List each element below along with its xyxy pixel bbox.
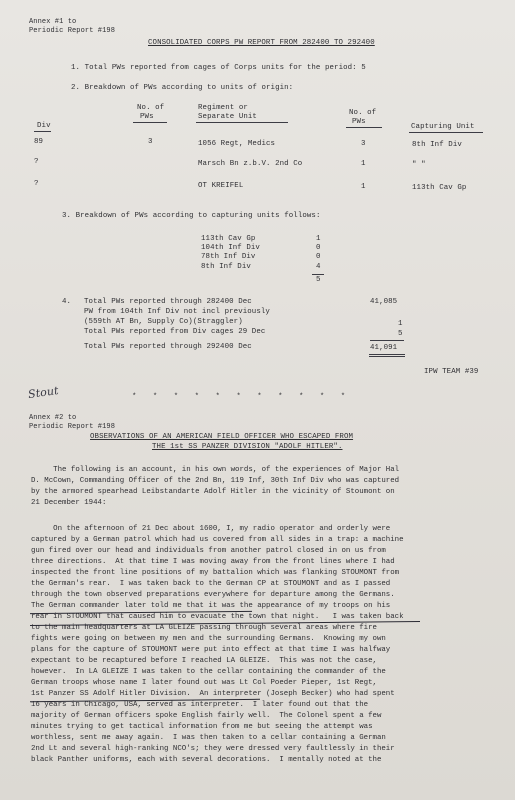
row-count: 1 <box>361 160 366 168</box>
totals-label: (559th AT Bn, Supply Co)(Straggler) <box>84 318 243 326</box>
breakdown-unit: 104th Inf Div <box>201 244 260 252</box>
header-no-pws2-2: PWs <box>352 118 366 126</box>
annex1-label: Annex #1 to <box>29 18 77 26</box>
body-line: gun fired over our head and individuals from another patrol closed in on us from <box>31 547 386 555</box>
regiment-underline <box>196 122 288 123</box>
totals-label: PW from 104th Inf Div not incl previously <box>84 308 270 316</box>
annex2-title-line1: OBSERVATIONS OF AN AMERICAN FIELD OFFICER WHO ESCAPED FROM <box>90 433 354 441</box>
item-2: 2. Breakdown of PWs according to units of origin: <box>71 84 294 92</box>
body-line: expectant to be recaptured before I reached LA GLEIZE. This was not the case, <box>31 657 377 665</box>
breakdown-count: 0 <box>316 253 321 261</box>
header-capturing: Capturing Unit <box>411 123 475 131</box>
item-4-label: 4. <box>62 298 72 306</box>
item-3: 3. Breakdown of PWs according to capturing units follows: <box>62 212 321 220</box>
totals-label: Total PWs reported through 292400 Dec <box>84 343 252 351</box>
body-line: 2nd Lt and several high-ranking NCO's; they were dressed very faultlessly in their <box>31 745 395 753</box>
header-regiment-1: Regiment or <box>198 104 248 112</box>
body-line: minutes trying to get tactical information from me but seeing the attempt was <box>31 723 373 731</box>
body-line: inspected the front line positions of my battalion which was flanking STOUMONT from <box>31 569 400 577</box>
intro-line: D. McCown, Commanding Officer of the 2nd Bn, 119 Inf, 30th Inf Div who was captured <box>31 477 400 485</box>
row-unit: Marsch Bn z.b.V. 2nd Co <box>198 160 303 168</box>
breakdown-total: 5 <box>316 276 321 284</box>
totals-double-line-2 <box>369 356 405 357</box>
totals-value: 1 <box>398 320 403 328</box>
breakdown-count: 0 <box>316 244 321 252</box>
body-line: however. In LA GLEIZE I was taken to the cellar containing the commander of the <box>31 668 386 676</box>
item-1: 1. Total PWs reported from cages of Corps units for the period: 5 <box>71 64 366 72</box>
row-unit: 1056 Regt, Medics <box>198 140 276 148</box>
pws2-underline <box>346 127 382 128</box>
body-line: rear in STOUMONT that caused him to evacuate the town that night. I was taken back <box>31 613 404 621</box>
totals-double-line-1 <box>369 354 405 355</box>
row-unit: OT KREIFEL <box>198 182 244 190</box>
body-line: German troops whose name I later found out was Lt Col Poeder Pieper, 1st Regt, <box>31 679 377 687</box>
div-underline <box>34 131 51 132</box>
totals-value: 41,085 <box>370 298 398 306</box>
totals-label: Total PWs reported through 282400 Dec <box>84 298 252 306</box>
capturing-underline <box>409 132 483 133</box>
body-line: the German's rear. I was taken back to the German CP at STOUMONT and as I passed <box>31 580 391 588</box>
body-line: fights were going on between my men and the surrounding Germans. Knowing my own <box>31 635 386 643</box>
totals-value: 5 <box>398 330 403 338</box>
totals-label: Total PWs reported from Div cages 29 Dec <box>84 328 266 336</box>
row-capturing: " " <box>412 161 426 169</box>
body-line: plans for the capture of STOUMONT were put into effect at that time I was halfway <box>31 646 391 654</box>
body-line: 16 years in Chicago, USA, served as interpreter. I later found out that the <box>31 701 369 709</box>
row-count: 3 <box>361 140 366 148</box>
row-div: ? <box>34 180 39 188</box>
annex1-title: CONSOLIDATED CORPS PW REPORT FROM 282400 TO 292400 <box>148 39 375 47</box>
signature-ipw-team: IPW TEAM #39 <box>424 368 479 376</box>
intro-line: 21 December 1944: <box>31 499 107 507</box>
breakdown-sum-line <box>312 274 324 275</box>
body-line: captured by a German patrol which had us covered from all sides in a trap: a machine <box>31 536 404 544</box>
body-line: three directions. At that time I was moving away from the front lines where I had <box>31 558 395 566</box>
row-capturing: 8th Inf Div <box>412 141 462 149</box>
breakdown-count: 1 <box>316 235 321 243</box>
totals-sum-line <box>370 340 404 341</box>
totals-value: 41,091 <box>370 344 398 352</box>
section-divider: * * * * * * * * * * * <box>132 393 352 401</box>
row-pws: 3 <box>148 138 153 146</box>
breakdown-count: 4 <box>316 263 321 271</box>
body-line: worthless, sent me away again. I was then taken to a cellar containing a German <box>31 734 386 742</box>
body-line: through the town observed preparations everywhere for departure among the Germans. <box>31 591 395 599</box>
breakdown-unit: 78th Inf Div <box>201 253 256 261</box>
breakdown-unit: 8th Inf Div <box>201 263 251 271</box>
header-no-pws-1: No. of <box>137 104 165 112</box>
row-count: 1 <box>361 183 366 191</box>
body-line: On the afternoon of 21 Dec about 1600, I, my radio operator and orderly were <box>31 525 391 533</box>
breakdown-unit: 113th Cav Gp <box>201 235 256 243</box>
row-capturing: 113th Cav Gp <box>412 184 467 192</box>
body-line: The German commander later told me that it was the appearance of my troops on his <box>31 602 391 610</box>
intro-line: by the armored spearhead Leibstandarte Adolf Hitler in the vicinity of Stoumont on <box>31 488 395 496</box>
pws-underline <box>133 122 167 123</box>
body-line: majority of German officers spoke English fairly well. The Colonel spent a few <box>31 712 382 720</box>
body-line: 1st Panzer SS Adolf Hitler Division. An interpreter (Joseph Becker) who had spent <box>31 690 395 698</box>
annex2-title-line2: THE 1st SS PANZER DIVISION "ADOLF HITLER". <box>152 443 343 451</box>
annex2-label: Annex #2 to <box>29 414 77 422</box>
row-div: ? <box>34 158 39 166</box>
header-div: Div <box>37 122 51 130</box>
intro-line: The following is an account, in his own words, of the experiences of Major Hal <box>31 466 400 474</box>
annex1-periodic-label: Periodic Report #198 <box>29 27 116 35</box>
annex2-periodic-label: Periodic Report #198 <box>29 423 116 431</box>
body-line: black Panther uniforms, each with several decorations. I mentally noted at the <box>31 756 382 764</box>
body-line: to the main headquarters at LA GLEIZE passing through several areas where fire <box>31 624 377 632</box>
header-no-pws-2: PWs <box>140 113 154 121</box>
handwritten-note: Stout <box>27 383 60 402</box>
header-regiment-2: Separate Unit <box>198 113 257 121</box>
row-div: 89 <box>34 138 44 146</box>
header-no-pws2-1: No. of <box>349 109 377 117</box>
